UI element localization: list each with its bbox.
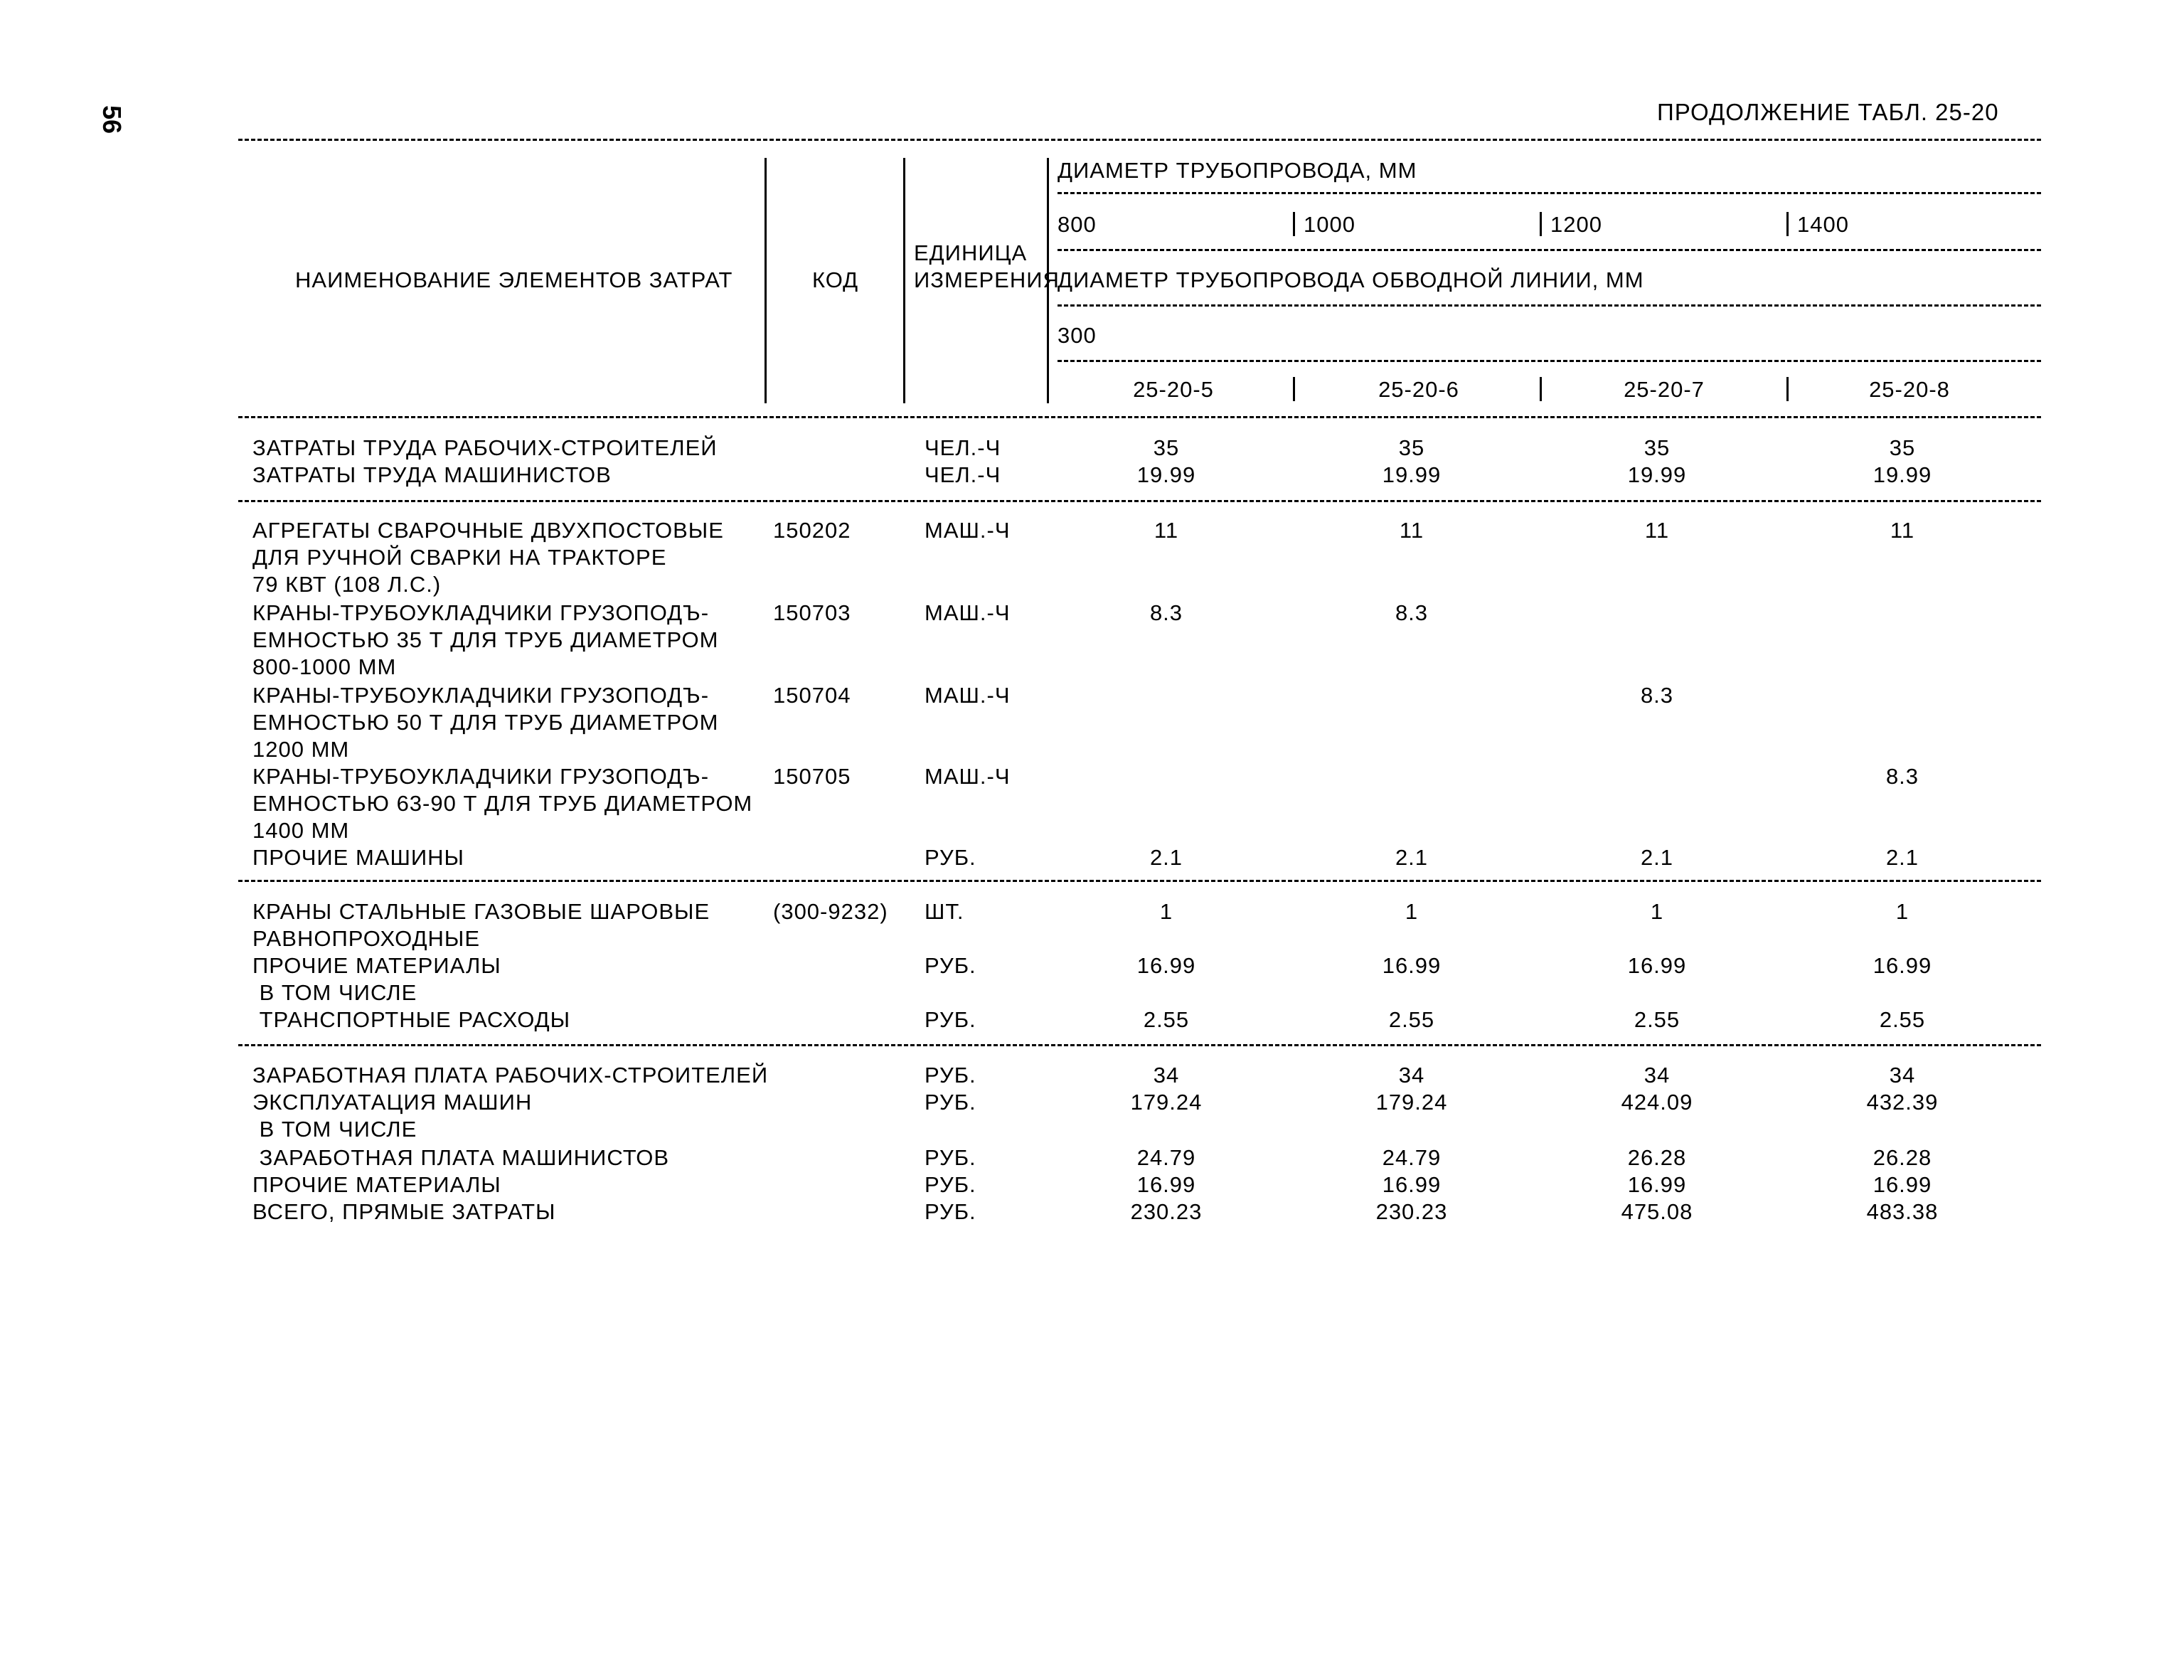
row-value: 35	[1398, 435, 1425, 460]
header-unit-line2: ИЗМЕРЕНИЯ	[914, 267, 1060, 292]
row-value: 24.79	[1136, 1145, 1196, 1170]
row-code: 150703	[773, 600, 851, 625]
header-unit-line1: ЕДИНИЦА	[914, 240, 1028, 265]
row-unit: ЧЕЛ.-Ч	[925, 462, 1001, 487]
row-value: 2.1	[1395, 845, 1429, 870]
row-name: КРАНЫ СТАЛЬНЫЕ ГАЗОВЫЕ ШАРОВЫЕ	[252, 899, 710, 924]
row-value: 16.99	[1873, 1172, 1932, 1197]
row-value: 16.99	[1627, 1172, 1687, 1197]
row-value: 35	[1644, 435, 1671, 460]
row-unit: ШТ.	[925, 899, 964, 924]
row-value: 16.99	[1873, 953, 1932, 978]
row-name: ЕМНОСТЬЮ 35 Т ДЛЯ ТРУБ ДИАМЕТРОМ	[252, 627, 719, 652]
row-name: РАВНОПРОХОДНЫЕ	[252, 926, 481, 951]
row-value: 19.99	[1873, 462, 1932, 487]
header-name-col: НАИМЕНОВАНИЕ ЭЛЕМЕНТОВ ЗАТРАТ	[295, 267, 733, 292]
row-name: ТРАНСПОРТНЫЕ РАСХОДЫ	[252, 1007, 571, 1032]
header-code-25-20-8: 25-20-8	[1869, 377, 1950, 402]
row-code: 150202	[773, 518, 851, 543]
row-name: КРАНЫ-ТРУБОУКЛАДЧИКИ ГРУЗОПОДЪ-	[252, 600, 710, 625]
row-value: 34	[1644, 1063, 1671, 1088]
row-value: 2.1	[1149, 845, 1183, 870]
row-value: 16.99	[1136, 953, 1196, 978]
row-unit: РУБ.	[925, 1199, 976, 1224]
header-diameter-800: 800	[1058, 212, 1097, 237]
row-value: 26.28	[1873, 1145, 1932, 1170]
row-unit: РУБ.	[925, 845, 976, 870]
row-name: ЗАТРАТЫ ТРУДА РАБОЧИХ-СТРОИТЕЛЕЙ	[252, 435, 718, 460]
row-value: 11	[1644, 518, 1670, 543]
row-name: ПРОЧИЕ МАТЕРИАЛЫ	[252, 953, 501, 978]
row-value: 2.55	[1388, 1007, 1435, 1032]
row-value: 2.55	[1634, 1007, 1680, 1032]
row-unit: РУБ.	[925, 1090, 976, 1115]
row-name: В ТОМ ЧИСЛЕ	[252, 1117, 417, 1142]
row-value: 16.99	[1382, 953, 1442, 978]
row-code: 150705	[773, 764, 851, 789]
row-name: ДЛЯ РУЧНОЙ СВАРКИ НА ТРАКТОРЕ	[252, 545, 667, 570]
header-bypass-value: 300	[1058, 323, 1097, 348]
row-value: 432.39	[1866, 1090, 1939, 1115]
row-value: 2.1	[1885, 845, 1919, 870]
row-unit: МАШ.-Ч	[925, 518, 1011, 543]
row-value: 1	[1650, 899, 1664, 924]
row-value: 1	[1159, 899, 1173, 924]
row-value: 35	[1153, 435, 1180, 460]
header-code-col: КОД	[812, 267, 859, 292]
row-name: ВСЕГО, ПРЯМЫЕ ЗАТРАТЫ	[252, 1199, 556, 1224]
row-value: 1	[1405, 899, 1419, 924]
header-diameter-1200: 1200	[1550, 212, 1602, 237]
row-unit: МАШ.-Ч	[925, 764, 1011, 789]
header-divider-code6	[1293, 377, 1295, 401]
row-value: 34	[1889, 1063, 1916, 1088]
row-unit: ЧЕЛ.-Ч	[925, 435, 1001, 460]
header-divider-code8	[1786, 377, 1789, 401]
row-value: 2.55	[1143, 1007, 1190, 1032]
page-number: 56	[97, 105, 127, 134]
row-name: ЕМНОСТЬЮ 63-90 Т ДЛЯ ТРУБ ДИАМЕТРОМ	[252, 791, 753, 816]
row-value: 16.99	[1382, 1172, 1442, 1197]
row-value: 34	[1398, 1063, 1425, 1088]
header-diameter-1000: 1000	[1304, 212, 1355, 237]
header-rule-1	[1058, 192, 2041, 194]
row-value: 8.3	[1149, 600, 1183, 625]
header-divider-d1000	[1293, 212, 1295, 236]
row-name: 800-1000 ММ	[252, 654, 397, 679]
row-name: В ТОМ ЧИСЛЕ	[252, 980, 417, 1005]
row-value: 11	[1399, 518, 1424, 543]
row-name: ЗАРАБОТНАЯ ПЛАТА МАШИНИСТОВ	[252, 1145, 670, 1170]
header-diameter-title: ДИАМЕТР ТРУБОПРОВОДА, ММ	[1058, 158, 1417, 183]
row-value: 230.23	[1130, 1199, 1203, 1224]
row-name: ЭКСПЛУАТАЦИЯ МАШИН	[252, 1090, 533, 1115]
row-value: 8.3	[1640, 683, 1674, 708]
header-divider-d1400	[1786, 212, 1789, 236]
row-name: ПРОЧИЕ МАШИНЫ	[252, 845, 464, 870]
row-name: ЗАТРАТЫ ТРУДА МАШИНИСТОВ	[252, 462, 612, 487]
section-separator-1	[238, 500, 2041, 502]
row-value: 19.99	[1136, 462, 1196, 487]
row-name: КРАНЫ-ТРУБОУКЛАДЧИКИ ГРУЗОПОДЪ-	[252, 683, 710, 708]
row-name: АГРЕГАТЫ СВАРОЧНЫЕ ДВУХПОСТОВЫЕ	[252, 518, 724, 543]
row-value: 179.24	[1375, 1090, 1448, 1115]
header-rule-2	[1058, 249, 2041, 251]
header-rule-3	[1058, 304, 2041, 307]
row-value: 11	[1890, 518, 1915, 543]
header-divider-name	[765, 158, 767, 403]
row-value: 24.79	[1382, 1145, 1442, 1170]
row-name: 1400 ММ	[252, 818, 350, 843]
row-unit: РУБ.	[925, 1145, 976, 1170]
row-unit: МАШ.-Ч	[925, 683, 1011, 708]
row-value: 483.38	[1866, 1199, 1939, 1224]
row-name: 79 КВТ (108 Л.С.)	[252, 572, 442, 597]
header-bypass-title: ДИАМЕТР ТРУБОПРОВОДА ОБВОДНОЙ ЛИНИИ, ММ	[1058, 267, 1644, 292]
row-value: 424.09	[1621, 1090, 1693, 1115]
row-value: 34	[1153, 1063, 1180, 1088]
row-value: 8.3	[1885, 764, 1919, 789]
row-value: 1	[1895, 899, 1909, 924]
row-unit: РУБ.	[925, 953, 976, 978]
header-code-25-20-5: 25-20-5	[1133, 377, 1214, 402]
row-unit: РУБ.	[925, 1063, 976, 1088]
header-bottom-rule	[238, 416, 2041, 418]
row-value: 16.99	[1136, 1172, 1196, 1197]
row-name: ЗАРАБОТНАЯ ПЛАТА РАБОЧИХ-СТРОИТЕЛЕЙ	[252, 1063, 769, 1088]
section-separator-3	[238, 1044, 2041, 1046]
table-top-rule	[238, 139, 2041, 141]
row-name: ПРОЧИЕ МАТЕРИАЛЫ	[252, 1172, 501, 1197]
row-value: 2.55	[1879, 1007, 1926, 1032]
row-code: 150704	[773, 683, 851, 708]
row-name: ЕМНОСТЬЮ 50 Т ДЛЯ ТРУБ ДИАМЕТРОМ	[252, 710, 719, 735]
row-value: 19.99	[1627, 462, 1687, 487]
row-value: 2.1	[1640, 845, 1674, 870]
header-code-25-20-6: 25-20-6	[1378, 377, 1459, 402]
header-divider-code	[903, 158, 905, 403]
row-unit: РУБ.	[925, 1007, 976, 1032]
row-value: 35	[1889, 435, 1916, 460]
header-divider-code7	[1540, 377, 1542, 401]
header-divider-d1200	[1540, 212, 1542, 236]
row-unit: РУБ.	[925, 1172, 976, 1197]
header-code-25-20-7: 25-20-7	[1624, 377, 1705, 402]
row-name: 1200 ММ	[252, 737, 350, 762]
row-code: (300-9232)	[773, 899, 888, 924]
row-value: 8.3	[1395, 600, 1429, 625]
row-value: 19.99	[1382, 462, 1442, 487]
row-name: КРАНЫ-ТРУБОУКЛАДЧИКИ ГРУЗОПОДЪ-	[252, 764, 710, 789]
row-value: 16.99	[1627, 953, 1687, 978]
row-value: 179.24	[1130, 1090, 1203, 1115]
row-unit: МАШ.-Ч	[925, 600, 1011, 625]
section-separator-2	[238, 880, 2041, 882]
header-rule-4	[1058, 360, 2041, 362]
row-value: 230.23	[1375, 1199, 1448, 1224]
row-value: 26.28	[1627, 1145, 1687, 1170]
header-diameter-1400: 1400	[1797, 212, 1849, 237]
table-continuation-label: ПРОДОЛЖЕНИЕ ТАБЛ. 25-20	[1657, 99, 1999, 125]
row-value: 475.08	[1621, 1199, 1693, 1224]
row-value: 11	[1154, 518, 1179, 543]
